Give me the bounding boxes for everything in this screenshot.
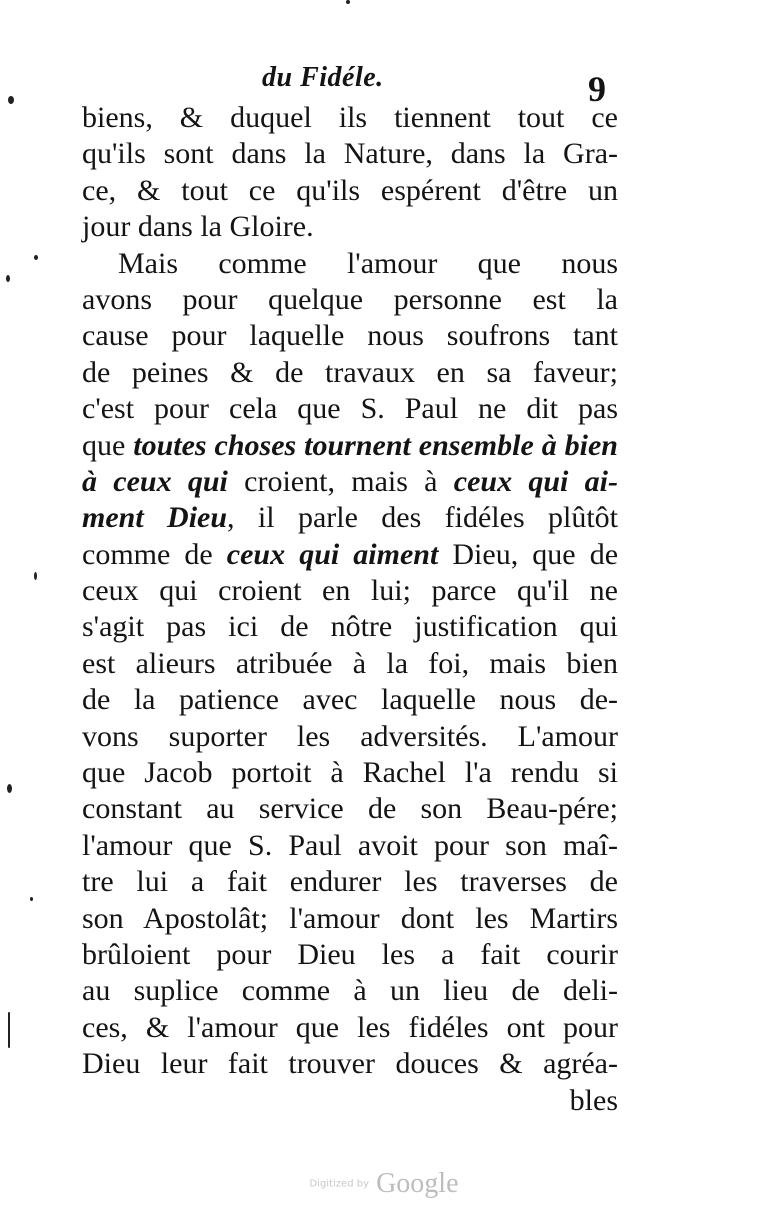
text-line xyxy=(82,428,618,464)
scan-speck xyxy=(346,0,350,4)
digitization-watermark xyxy=(0,1168,768,1208)
text-segment: Dieu, que de xyxy=(438,537,619,571)
text-line xyxy=(82,1010,618,1046)
text-segment: comme de xyxy=(82,537,227,571)
italic-quote: toutes choses tournent ensemble à bien xyxy=(133,428,618,462)
text-segment: bles xyxy=(569,1083,618,1117)
text-segment: c'est pour cela que S. Paul ne dit pas xyxy=(82,392,618,426)
text-segment: brûloient pour Dieu les a fait courir xyxy=(82,937,618,971)
text-segment: , il parle des fidéles plûtôt xyxy=(227,501,618,535)
italic-quote: ment Dieu xyxy=(82,501,228,535)
text-line xyxy=(82,609,618,645)
body-text xyxy=(82,100,618,1119)
text-segment: que Jacob portoit à Rachel l'a rendu si xyxy=(82,756,618,790)
text-segment: de peines & de travaux en sa faveur; xyxy=(82,355,618,389)
text-line xyxy=(82,282,618,318)
italic-quote: à ceux qui xyxy=(82,464,228,498)
scan-speck xyxy=(7,784,12,793)
scan-speck xyxy=(6,275,10,282)
text-line xyxy=(82,464,618,500)
text-segment: s'agit pas ici de nôtre justification qui xyxy=(82,610,618,644)
text-segment: Mais comme l'amour que nous xyxy=(118,246,618,280)
text-line xyxy=(82,246,618,282)
google-logo: Google xyxy=(376,1168,459,1199)
text-line xyxy=(82,901,618,937)
text-segment: jour dans la Gloire. xyxy=(82,210,314,244)
scan-speck xyxy=(30,897,33,901)
text-line xyxy=(82,391,618,427)
text-line xyxy=(82,864,618,900)
text-segment: est alieurs atribuée à la foi, mais bien xyxy=(82,646,618,680)
scan-speck xyxy=(34,255,38,260)
text-line xyxy=(82,755,618,791)
scan-speck xyxy=(8,96,14,104)
text-line xyxy=(82,136,618,172)
text-line xyxy=(82,646,618,682)
text-segment: son Apostolât; l'amour dont les Martirs xyxy=(82,901,618,935)
text-segment: de la patience avec laquelle nous de- xyxy=(82,683,618,717)
digitized-by-label: Digitized by xyxy=(309,1178,369,1190)
italic-quote: ceux qui aiment xyxy=(226,537,439,571)
text-line xyxy=(82,937,618,973)
text-segment: que xyxy=(82,428,134,462)
text-segment: biens, & duquel ils tiennent tout ce xyxy=(82,101,618,134)
text-line xyxy=(82,209,618,245)
text-line xyxy=(82,173,618,209)
text-segment: tre lui a fait endurer les traverses de xyxy=(82,865,618,899)
text-segment: Dieu leur fait trouver douces & agréa- xyxy=(82,1047,618,1081)
text-line xyxy=(82,500,618,536)
page-number: 9 xyxy=(588,69,606,109)
text-line xyxy=(82,791,618,827)
running-title: du Fidéle. xyxy=(262,62,384,93)
text-segment: ceux qui croient en lui; parce qu'il ne xyxy=(82,574,618,608)
text-segment: avons pour quelque personne est la xyxy=(82,282,618,316)
text-line xyxy=(82,537,618,573)
italic-quote: ceux qui ai- xyxy=(453,464,618,498)
text-segment: l'amour que S. Paul avoit pour son maî- xyxy=(82,828,618,862)
text-segment: ce, & tout ce qu'ils espérent d'être un xyxy=(82,173,618,207)
text-line xyxy=(82,318,618,354)
text-line xyxy=(82,973,618,1009)
text-line xyxy=(82,682,618,718)
text-line xyxy=(82,355,618,391)
text-line xyxy=(82,828,618,864)
text-segment: vons suporter les adversités. L'amour xyxy=(82,719,618,753)
text-segment: constant au service de son Beau-pére; xyxy=(82,792,618,826)
text-line xyxy=(82,573,618,609)
text-segment: ces, & l'amour que les fidéles ont pour xyxy=(82,1010,618,1044)
text-segment: croient, mais à xyxy=(227,464,454,498)
text-line xyxy=(82,1046,618,1082)
text-segment: cause pour laquelle nous soufrons tant xyxy=(82,319,618,353)
text-line xyxy=(82,719,618,755)
text-segment: qu'ils sont dans la Nature, dans la Gra- xyxy=(82,137,618,171)
text-segment: au suplice comme à un lieu de deli- xyxy=(82,974,618,1008)
scan-speck xyxy=(8,1012,10,1048)
text-line xyxy=(82,1083,618,1119)
scan-speck xyxy=(34,572,37,580)
text-line xyxy=(82,100,618,136)
page-header xyxy=(0,58,768,109)
